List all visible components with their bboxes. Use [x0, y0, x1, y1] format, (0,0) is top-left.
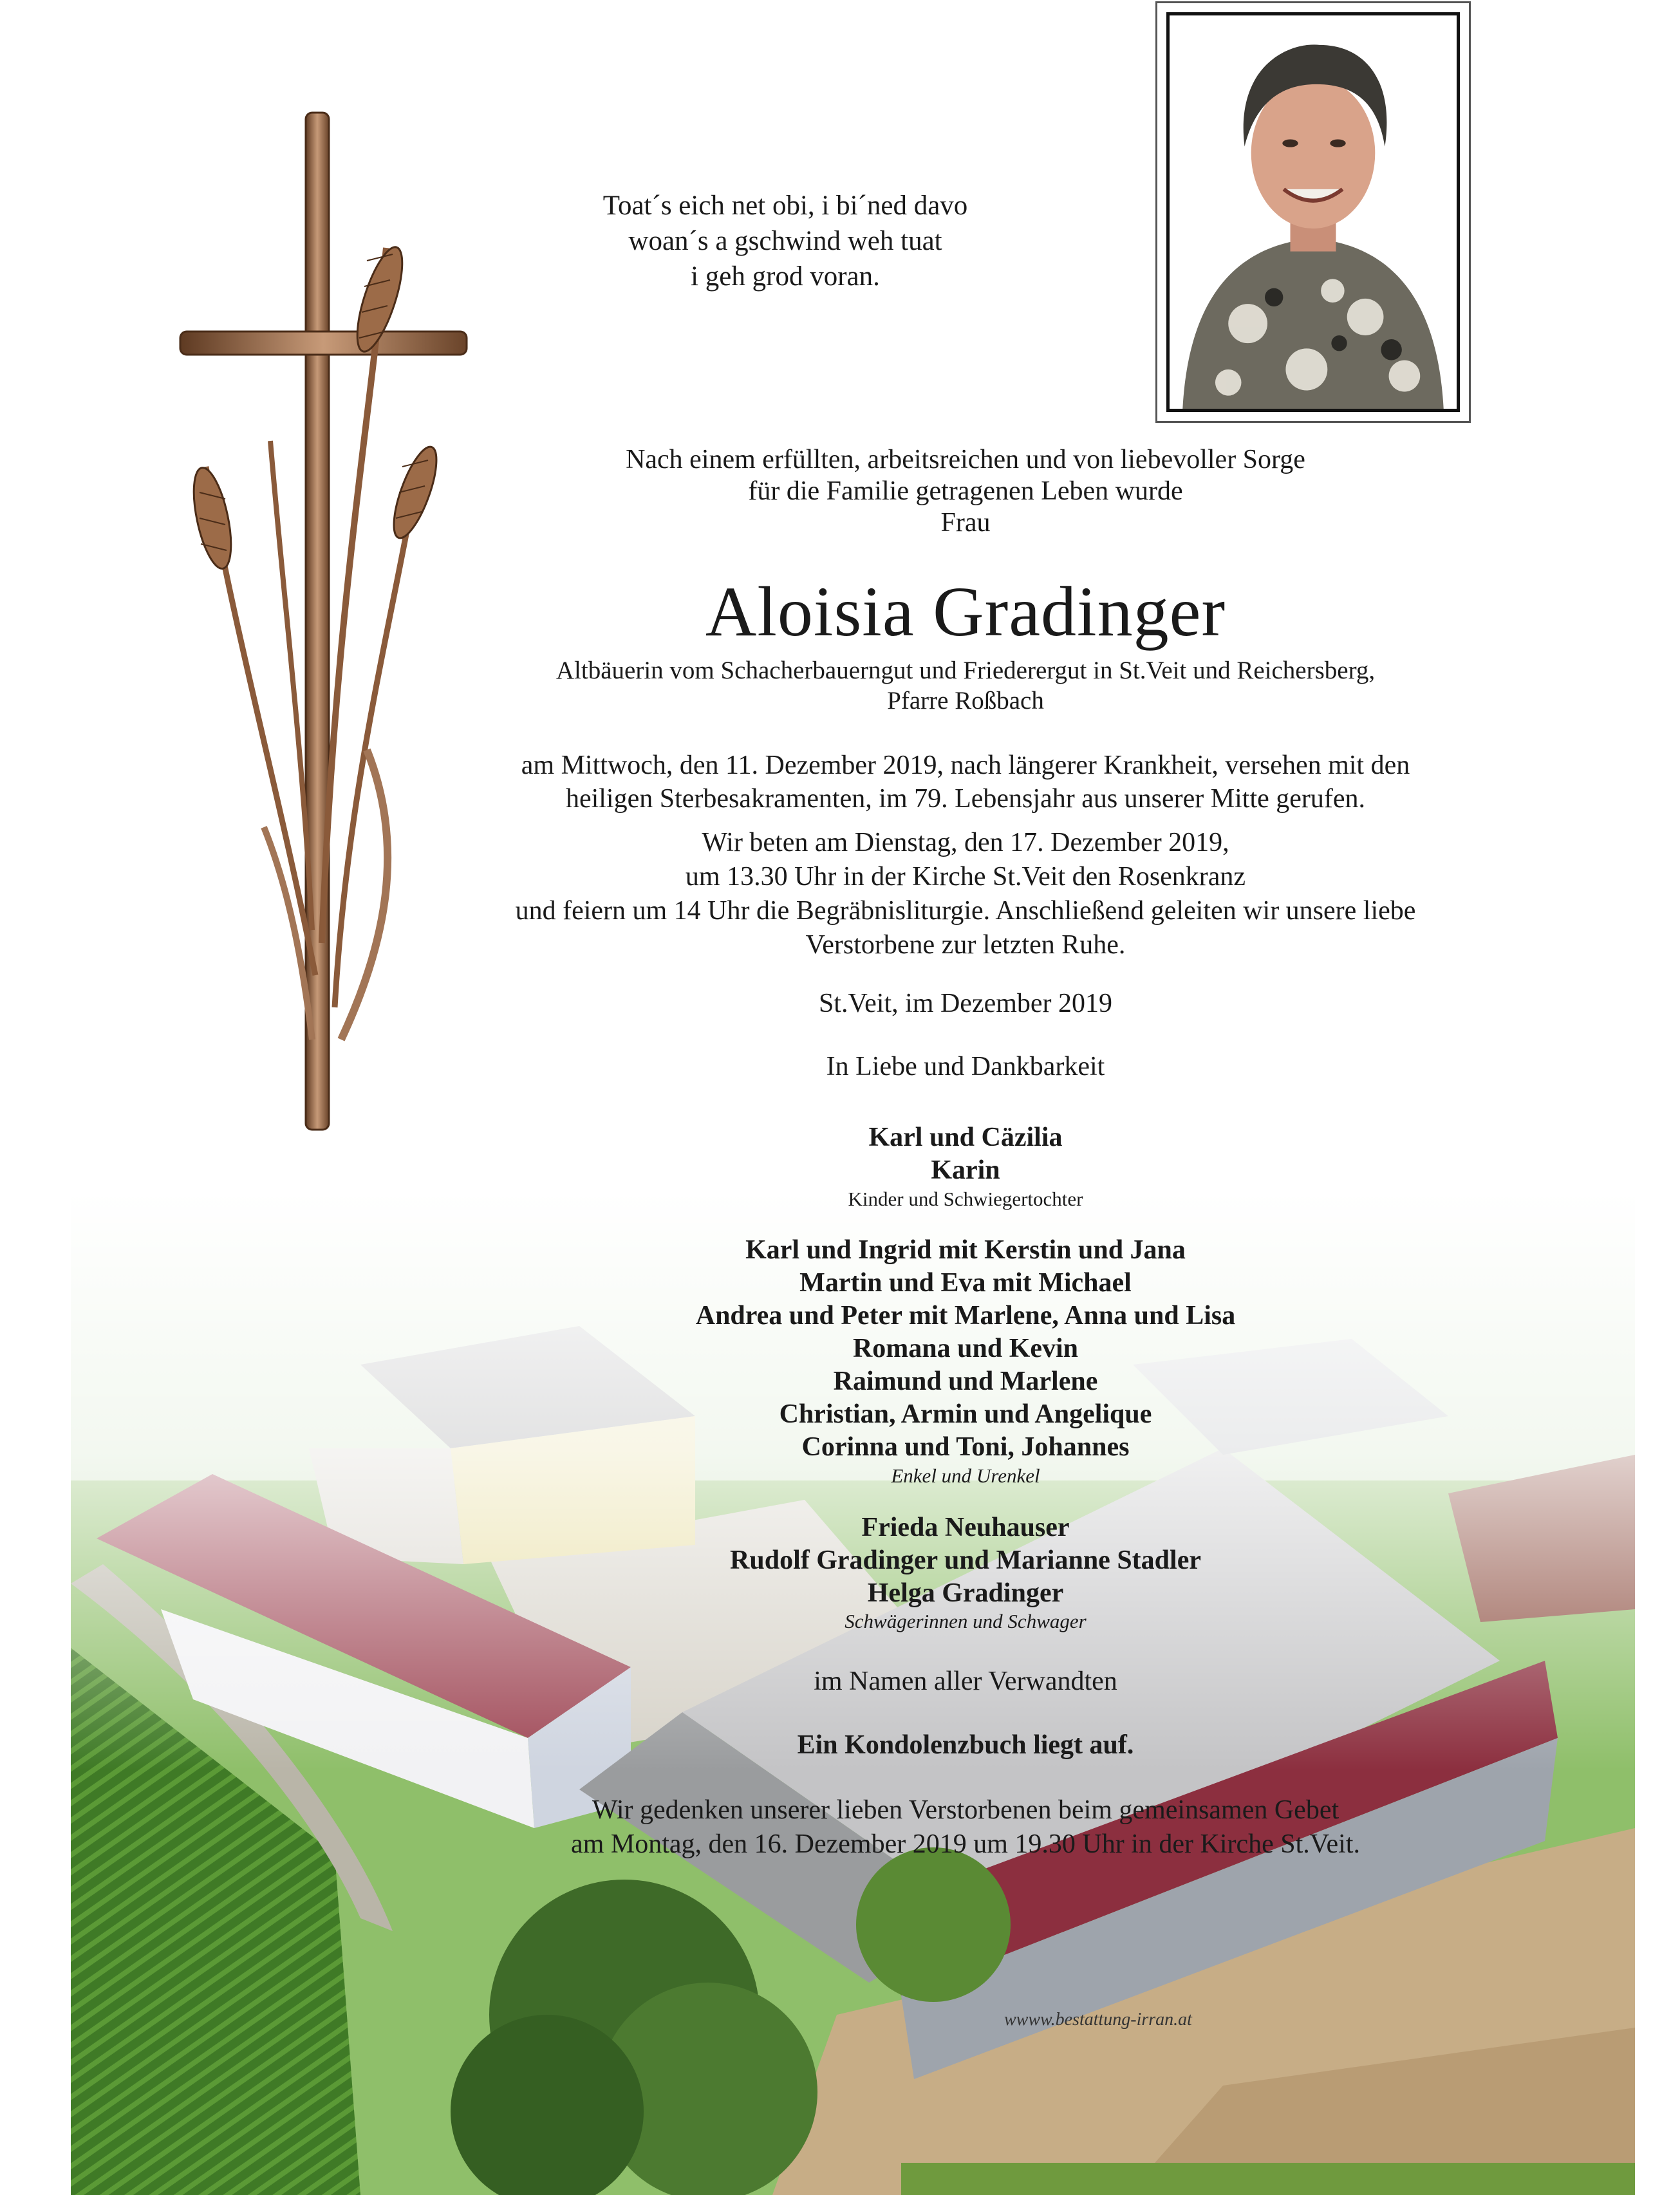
funeral-line: Wir beten am Dienstag, den 17. Dezember 2019, [702, 828, 1229, 857]
mourner-name: Raimund und Marlene [833, 1367, 1098, 1396]
intro-line: für die Familie getragenen Leben wurde [748, 476, 1183, 506]
death-notice-line: heiligen Sterbesakramenten, im 79. Lebensjahr aus unserer Mitte gerufen. [565, 784, 1366, 814]
funeral-info [451, 826, 1480, 962]
funeral-line: um 13.30 Uhr in der Kirche St.Veit den Rosenkranz [685, 862, 1246, 892]
mourners-grandchildren [451, 1234, 1480, 1464]
death-notice-line: am Mittwoch, den 11. Dezember 2019, nach längerer Krankheit, versehen mit den [521, 751, 1410, 780]
deceased-name: Aloisia Gradinger [705, 572, 1226, 651]
mourner-name: Helga Gradinger [867, 1578, 1064, 1608]
condolence-book-note: Ein Kondolenzbuch liegt auf. [797, 1730, 1134, 1760]
funeral-line: und feiern um 14 Uhr die Begräbnisliturgie. Anschließend geleiten wir unsere liebe [515, 896, 1416, 926]
prayer-line: am Montag, den 16. Dezember 2019 um 19.30 Uhr in der Kirche St.Veit. [571, 1829, 1360, 1859]
death-notice [451, 749, 1480, 816]
prayer-notice [451, 1793, 1480, 1862]
place-date: St.Veit, im Dezember 2019 [818, 989, 1113, 1018]
mourner-name: Karin [931, 1155, 1000, 1185]
intro-text [451, 444, 1480, 539]
poem [463, 188, 1107, 294]
mourner-name: Rudolf Gradinger und Marianne Stadler [730, 1546, 1201, 1575]
in-laws-caption: Schwägerinnen und Schwager [845, 1610, 1087, 1632]
relatives-note: im Namen aller Verwandten [814, 1667, 1117, 1696]
poem-line: i geh grod voran. [691, 261, 880, 292]
deceased-description [451, 655, 1480, 716]
closing-phrase: In Liebe und Dankbarkeit [826, 1052, 1105, 1081]
mourner-name: Frieda Neuhauser [861, 1513, 1070, 1542]
portrait-photo [1166, 12, 1460, 412]
mourner-name: Karl und Ingrid mit Kerstin und Jana [745, 1235, 1186, 1265]
description-line: Altbäuerin vom Schacherbauerngut und Friederergut in St.Veit und Reichersberg, [555, 657, 1376, 684]
mourner-name: Christian, Armin und Angelique [779, 1399, 1152, 1429]
grandchildren-caption: Enkel und Urenkel [891, 1464, 1040, 1487]
mourners-in-laws [451, 1511, 1480, 1610]
intro-line: Nach einem erfüllten, arbeitsreichen und von liebevoller Sorge [626, 445, 1305, 474]
mourner-name: Martin und Eva mit Michael [799, 1268, 1132, 1298]
portrait-frame [1155, 1, 1471, 423]
funeral-line: Verstorbene zur letzten Ruhe. [805, 930, 1126, 960]
website-link[interactable]: wwww.bestattung-irran.at [1004, 2010, 1192, 2030]
description-line: Pfarre Roßbach [887, 687, 1044, 715]
poem-line: woan´s a gschwind weh tuat [628, 226, 942, 256]
mourners-children [451, 1121, 1480, 1187]
cross-with-wheat-icon [174, 106, 476, 1136]
children-caption: Kinder und Schwiegertochter [848, 1188, 1083, 1210]
prayer-line: Wir gedenken unserer lieben Verstorbenen beim gemeinsamen Gebet [592, 1795, 1339, 1825]
poem-line: Toat´s eich net obi, i bi´ned davo [602, 191, 968, 221]
mourner-name: Romana und Kevin [852, 1334, 1079, 1363]
mourner-name: Andrea und Peter mit Marlene, Anna und Lisa [695, 1301, 1236, 1331]
mourner-name: Karl und Cäzilia [868, 1123, 1063, 1152]
mourner-name: Corinna und Toni, Johannes [801, 1432, 1130, 1462]
intro-line: Frau [940, 508, 991, 537]
